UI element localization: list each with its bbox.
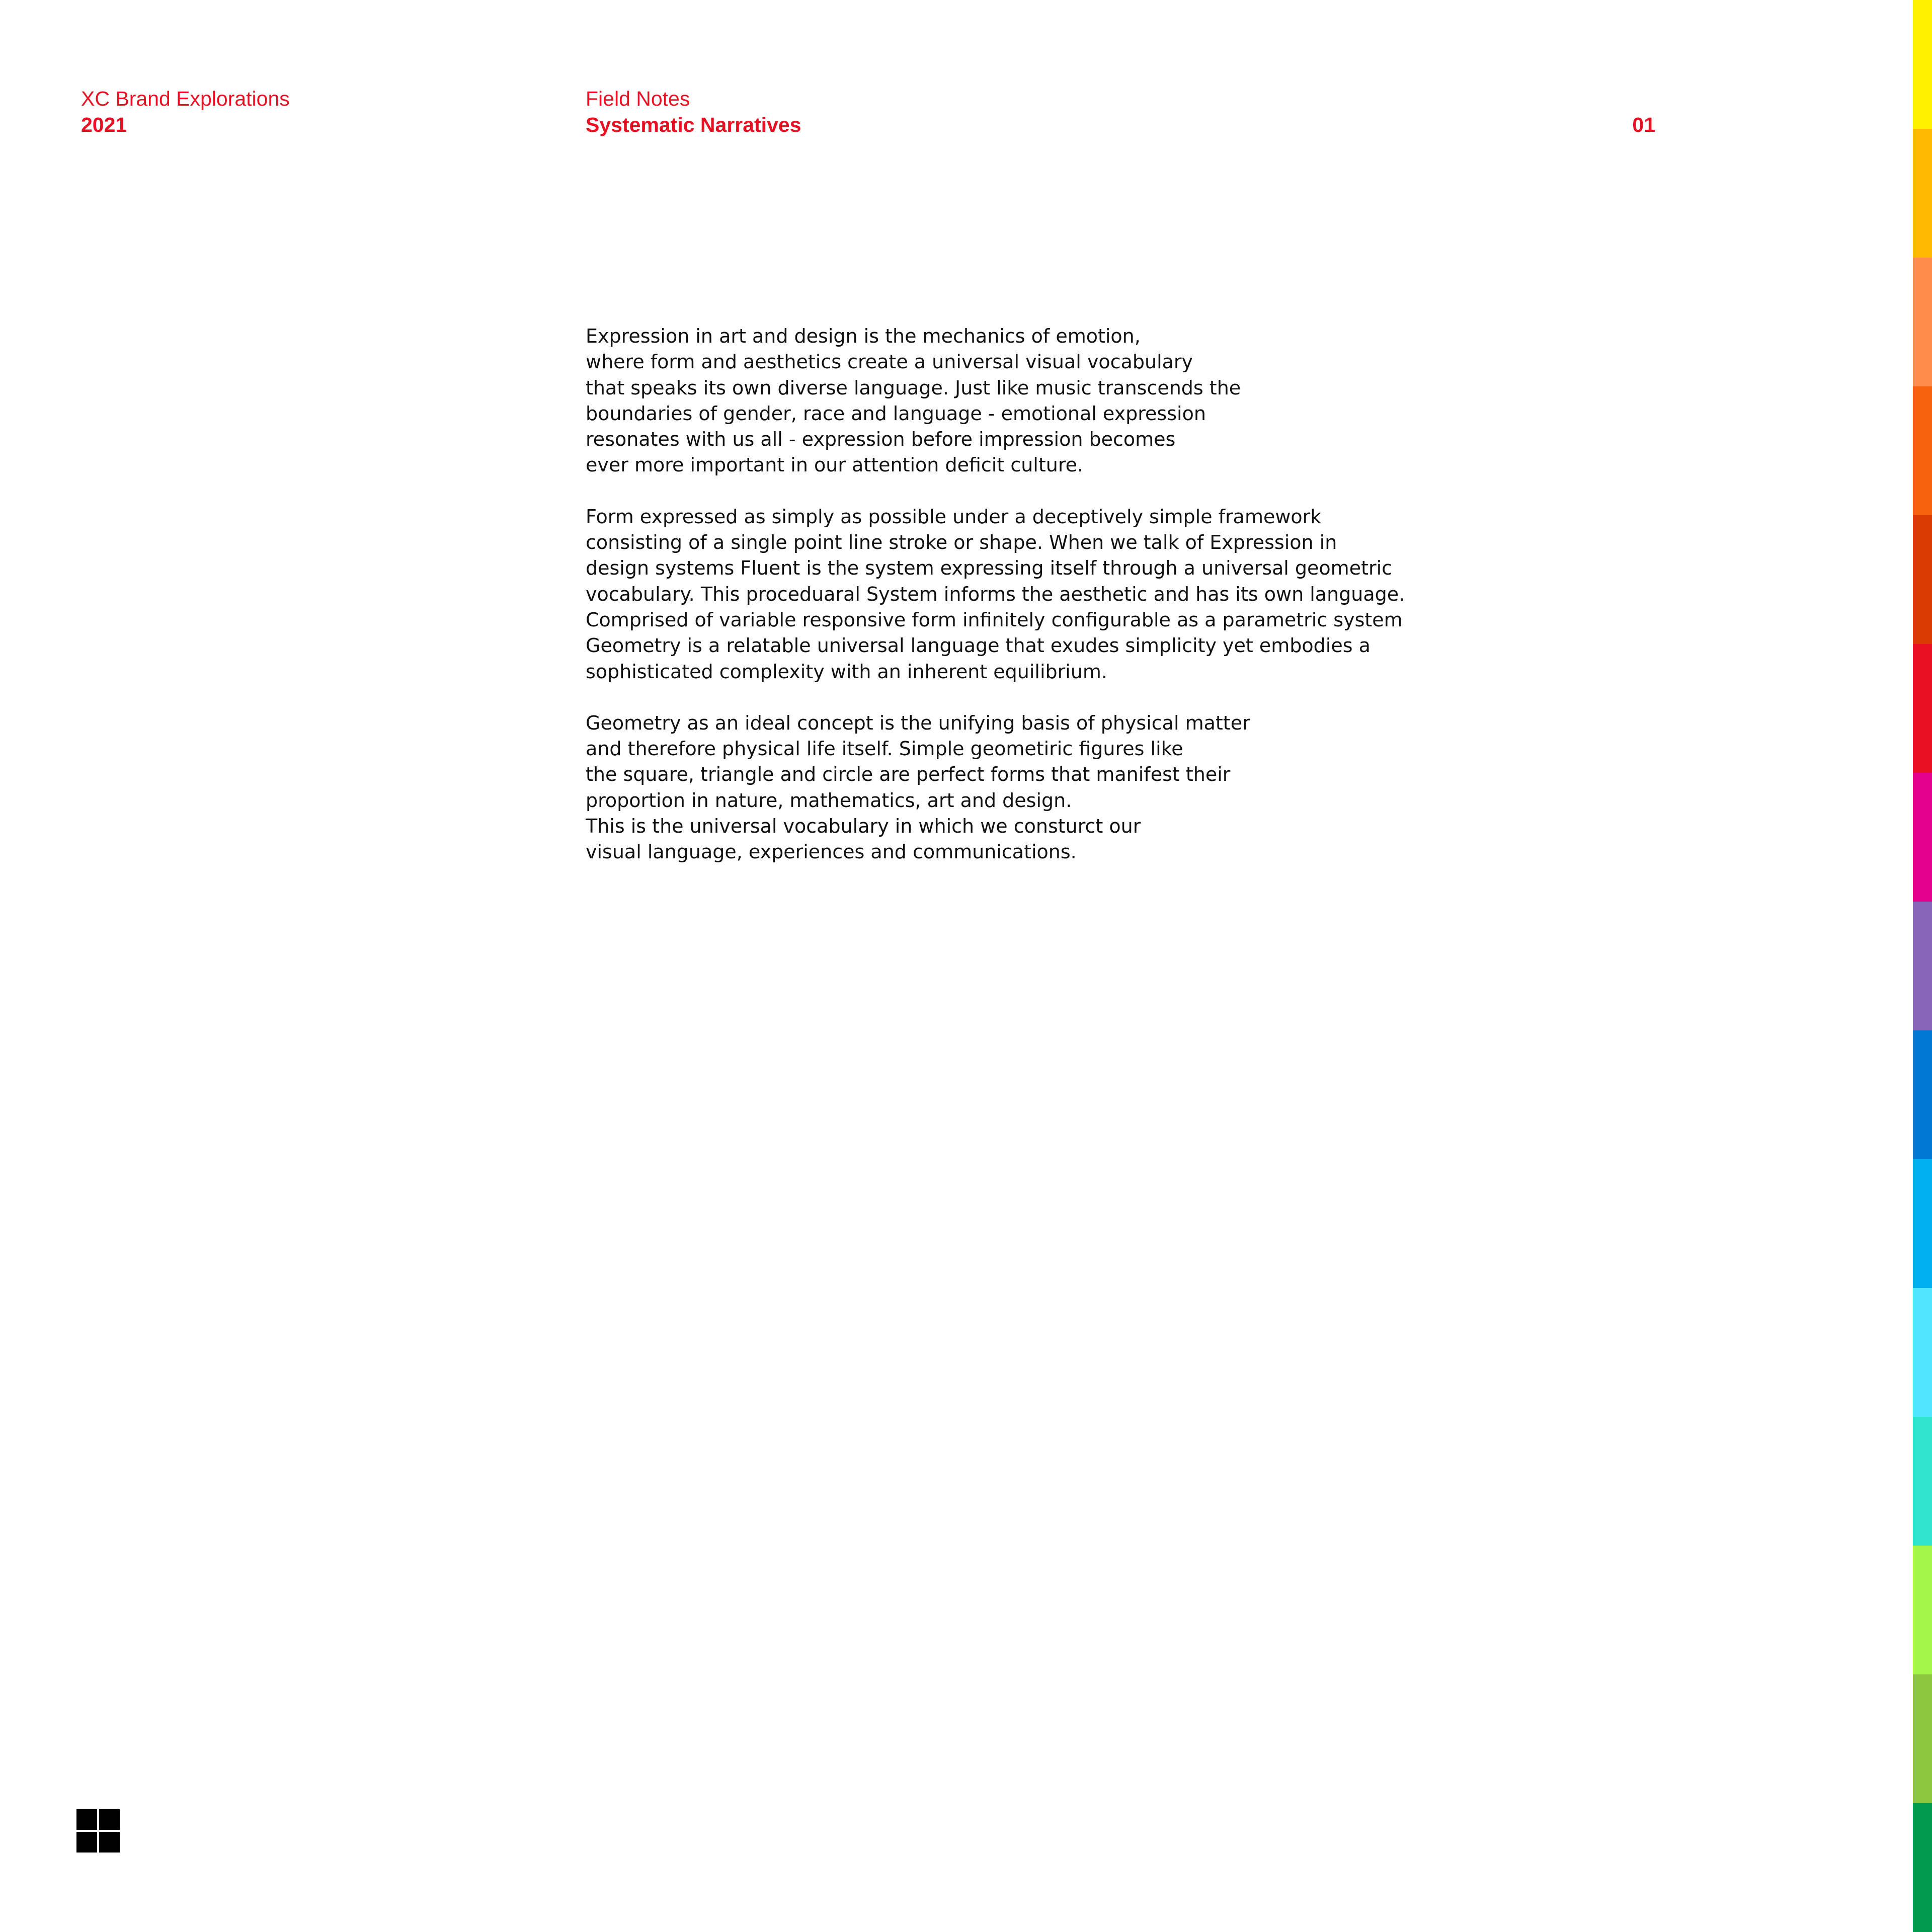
text-line: and therefore physical life itself. Simple geometiric figures like [586,738,1183,760]
color-swatch [1913,1030,1932,1159]
brand-year: 2021 [81,113,127,136]
color-swatch [1913,644,1932,773]
page-number-block [1610,112,1655,138]
text-line: consisting of a single point line stroke or shape. When we talk of Expression in [586,531,1337,554]
color-swatch [1913,1159,1932,1288]
text-line: boundaries of gender, race and language - emotional expression [586,402,1206,425]
text-line: visual language, experiences and communications. [586,841,1077,863]
brand-title: XC Brand Explorations [81,87,290,110]
color-swatch [1913,1546,1932,1674]
section-title: Field Notes [586,87,690,110]
text-line: vocabulary. This proceduaral System informs the aesthetic and has its own language. [586,583,1405,605]
color-strip [1913,0,1932,1932]
page-number: 01 [1632,113,1655,136]
color-swatch [1913,1417,1932,1546]
color-swatch [1913,1803,1932,1932]
logo-square [76,1809,97,1830]
text-line: design systems Fluent is the system expressing itself through a universal geometric [586,557,1393,580]
color-swatch [1913,773,1932,902]
text-line: ever more important in our attention deficit culture. [586,454,1084,476]
color-swatch [1913,515,1932,644]
text-line: that speaks its own diverse language. Just like music transcends the [586,376,1241,399]
text-line: sophisticated complexity with an inherent equilibrium. [586,660,1108,683]
body-text [586,324,1451,891]
text-line: proportion in nature, mathematics, art and design. [586,789,1072,812]
paragraph-2 [586,504,1451,685]
logo-square [99,1809,120,1830]
text-line: where form and aesthetics create a universal visual vocabulary [586,351,1193,373]
header-brand-block [81,86,290,138]
section-subtitle: Systematic Narratives [586,113,801,136]
text-line: Comprised of variable responsive form infinitely configurable as a parametric system [586,608,1403,631]
paragraph-1 [586,324,1451,478]
text-line: Expression in art and design is the mechanics of emotion, [586,325,1141,347]
color-swatch [1913,0,1932,129]
color-swatch [1913,1288,1932,1417]
paragraph-3 [586,710,1451,865]
color-swatch [1913,129,1932,258]
text-line: Geometry as an ideal concept is the unifying basis of physical matter [586,711,1250,734]
color-swatch [1913,902,1932,1030]
text-line: This is the universal vocabulary in which we consturct our [586,815,1141,838]
text-line: the square, triangle and circle are perfect forms that manifest their [586,763,1231,786]
color-swatch [1913,386,1932,515]
windows-logo-icon [76,1809,120,1853]
color-swatch [1913,258,1932,386]
color-swatch [1913,1674,1932,1803]
text-line: Form expressed as simply as possible under a deceptively simple framework [586,505,1322,528]
header-section-block [586,86,801,138]
logo-square [76,1832,97,1853]
logo-square [99,1832,120,1853]
text-line: Geometry is a relatable universal language that exudes simplicity yet embodies a [586,634,1371,657]
text-line: resonates with us all - expression before impression becomes [586,428,1176,451]
